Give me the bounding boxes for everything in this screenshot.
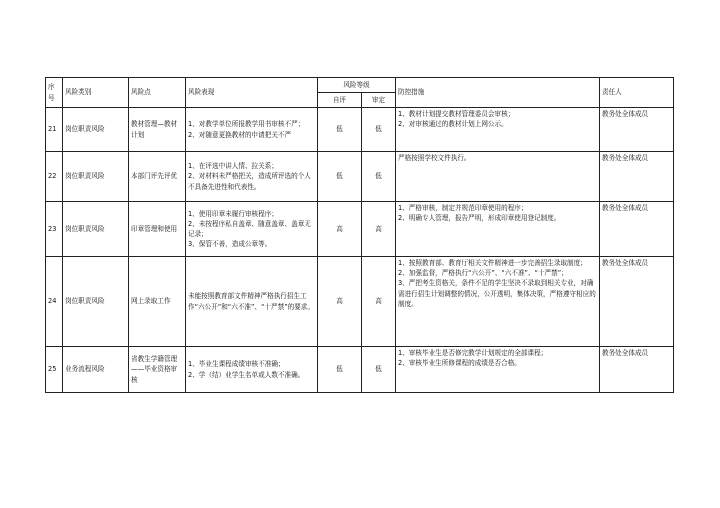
cell-measures [396,152,600,202]
table-row [46,347,674,393]
cell-seq: 21 [46,108,63,152]
cell-review: 低 [362,108,396,152]
cell-owner: 教务处全体成员 [600,152,674,202]
cell-description-line: 未能按照教育部文件精神严格执行招生工作“六公开”和“六不准”、“十严禁”的要求。 [188,292,314,311]
cell-point: 教材管理—教材计划 [129,108,186,152]
cell-category: 岗位职责风险 [63,202,129,257]
cell-measures-line: 2、对审核通过的教材计划上网公示。 [398,120,508,129]
cell-point: 本部门评先评优 [129,152,186,202]
cell-measures-line: 严格按照学校文件执行。 [398,154,471,162]
cell-description-line: 2、未按程序私自盖章、随意盖章、盖章无记录； [188,219,311,238]
cell-point: 省教生学籍管理——毕业资格审核 [129,347,186,393]
cell-measures [396,108,600,152]
cell-point: 印章管理和使用 [129,202,186,257]
cell-description-line: 1、在评选中讲人情、拉关系； [188,162,278,171]
cell-owner: 教务处全体成员 [600,347,674,393]
header-description: 风险表现 [186,78,318,108]
header-level: 风险等级 [318,78,396,93]
cell-description-line: 1、使用印章未履行审核程序； [188,209,278,218]
cell-self-eval: 低 [318,108,362,152]
table-row [46,152,674,202]
cell-description [186,108,318,152]
cell-self-eval: 低 [318,347,362,393]
cell-category: 岗位职责风险 [63,257,129,347]
cell-measures [396,257,600,347]
cell-measures-line: 1、审核毕业生是否修完教学计划规定的全部课程； [398,349,548,357]
table-row [46,257,674,347]
cell-measures [396,202,600,257]
cell-measures [396,347,600,393]
cell-seq: 23 [46,202,63,257]
cell-description-line: 2、对材料未严格把关，造成所评选的个人不具备先进性和代表性。 [188,172,311,191]
cell-measures-line: 2、审核毕业生所修课程的成绩是否合格。 [398,359,521,368]
header-measures: 防控措施 [396,78,600,108]
cell-description-line: 1、对教学单位所报教学用书审核不严； [188,120,305,129]
cell-category: 业务流程风险 [63,347,129,393]
cell-measures-line: 2、明确专人管理，报告严明，形成印章使用登记制度。 [398,214,561,223]
header-self-eval: 自评 [318,93,362,108]
cell-self-eval: 高 [318,257,362,347]
cell-seq: 22 [46,152,63,202]
header-owner: 责任人 [600,78,674,108]
header-seq: 序号 [46,78,63,108]
cell-point: 网上录取工作 [129,257,186,347]
cell-description-line: 2、对随意更换教材的申请把关不严 [188,130,292,139]
header-row [46,78,674,93]
cell-measures-line: 1、教材计划提交教材管理委员会审核； [398,110,515,118]
cell-owner: 教务处全体成员 [600,257,674,347]
cell-description-line: 3、保管不善，造成公章等。 [188,240,272,249]
cell-self-eval: 高 [318,202,362,257]
header-category: 风险类别 [63,78,129,108]
cell-category: 岗位职责风险 [63,152,129,202]
cell-seq: 25 [46,347,63,393]
cell-review: 低 [362,347,396,393]
cell-category: 岗位职责风险 [63,108,129,152]
cell-measures-line: 1、按照教育部、教育厅相关文件精神进一步完善招生录取制度； [398,259,587,267]
header-review: 审定 [362,93,396,108]
cell-description [186,347,318,393]
cell-self-eval: 低 [318,152,362,202]
cell-measures-line: 1、严格审核，制定并规范印章使用的程序； [398,204,528,212]
cell-review: 高 [362,257,396,347]
table-row [46,202,674,257]
cell-description [186,257,318,347]
cell-owner: 教务处全体成员 [600,108,674,152]
cell-seq: 24 [46,257,63,347]
cell-description-line: 1、毕业生课程成绩审核不准确； [188,360,285,369]
cell-description [186,202,318,257]
risk-table [45,77,674,393]
table-row [46,108,674,152]
cell-measures-line: 2、加强监督，严格执行“六公开”、“六不准”、“十严禁”； [398,269,568,278]
cell-owner: 教务处全体成员 [600,202,674,257]
cell-review: 低 [362,152,396,202]
header-point: 风险点 [129,78,186,108]
cell-review: 高 [362,202,396,257]
cell-description-line: 2、学（结）业学生名单或人数不准确。 [188,370,305,379]
cell-description [186,152,318,202]
cell-measures-line: 3、严把考生资格关，条件不足的学生坚决不录取到相关专业，对确需进行招生计划调整的情况，公开透明，集体决策，严格遵守相应的制度。 [398,279,596,308]
